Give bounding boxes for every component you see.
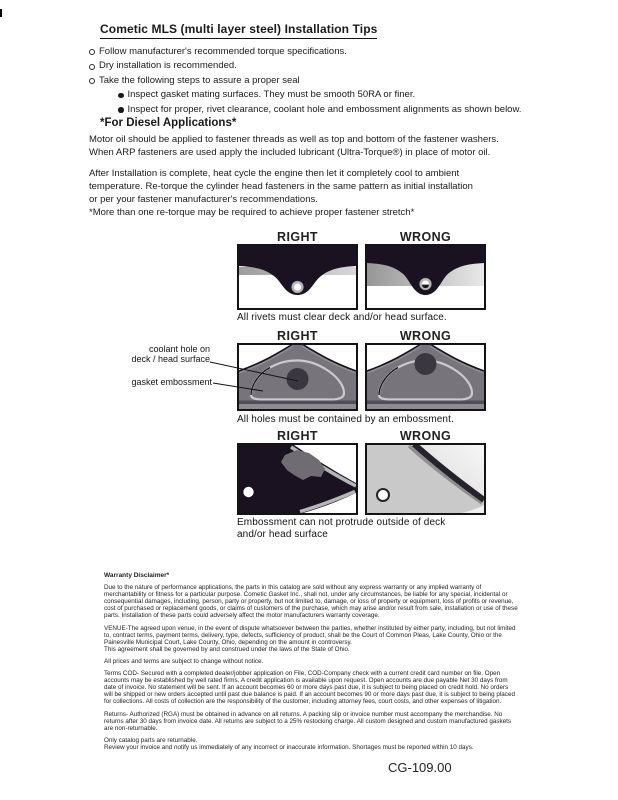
protrusion-right-graphic [239, 445, 356, 513]
legal-paragraph: Review your invoice and notify us immediately of any incorrect or inaccurate information. Shortages must be reported within 10 days. [104, 743, 474, 751]
coolant-hole [415, 353, 437, 375]
wrong-label: WRONG [399, 230, 452, 244]
paragraph-line: temperature. Re-torque the cylinder head fasteners in the same pattern as initial installation [89, 181, 473, 193]
list-item-text: Inspect for proper, rivet clearance, coolant hole and embossment alignments as shown below. [127, 103, 522, 115]
leader-lines [130, 340, 380, 400]
rivet-icon [292, 281, 304, 293]
list-subitem [118, 88, 521, 102]
paragraph-line: *More than one re-torque may be required to achieve proper fastener stretch* [89, 207, 415, 218]
legal-paragraph: Due to the nature of performance applications, the parts in this catalog are sold without any express warranty or any implied warranty of merchantability or fitness for a particular purpose. Cometic Gasket Inc., shall not, under any circumstances, be liable for any special, incidental or consequential damages, including, person, party or property, but not limited to, damage, or loss of property or equipment, loss of profits or revenue, cost of purchased or replacement goods, or claims of customers of the purchase, which may arise and/or result from sale, installation or use of these parts. Installation of these parts could adversely affect the motor manufacturers warranty coverage. [104, 584, 518, 620]
diagram-protrusion-right-panel [237, 443, 358, 515]
wrong-label: WRONG [399, 329, 452, 343]
filled-bullet-icon [118, 107, 124, 113]
hole-wrong-graphic [367, 345, 484, 409]
bolt-hole [243, 487, 253, 497]
legal-paragraph: Only catalog parts are returnable. [104, 736, 198, 744]
paragraph-line: or per your fastener manufacturer's recommendations. [89, 194, 318, 206]
legal-heading: Warranty Disclaimer* [104, 572, 170, 579]
legal-paragraph: VENUE-The agreed upon venue, in the event of dispute whatsoever between the parties, whether instituted by either party, including, but not limited to, contract terms, payment terms, delivery, type, defects, sufficiency of product, shall be the Court of Common Pleas, Lake County, Ohio or the Painesville Municipal Court, Lake County, Ohio, depending on the amount in controversy. [104, 624, 516, 646]
open-bullet-icon [89, 78, 95, 84]
filled-bullet-icon [118, 93, 124, 99]
rivet-wrong-graphic [367, 246, 484, 308]
right-label: RIGHT [277, 329, 318, 343]
annotation-line: coolant hole on [148, 344, 210, 354]
diesel-applications-heading: *For Diesel Applications* [100, 117, 237, 129]
wrong-label: WRONG [399, 429, 452, 443]
diagram-hole-wrong-panel [365, 343, 486, 411]
page-title: Cometic MLS (multi layer steel) Installation Tips [100, 22, 377, 39]
open-bullet-icon [89, 49, 95, 55]
rivet-right-graphic [239, 246, 356, 308]
right-label: RIGHT [277, 429, 318, 443]
installation-tips-list [89, 45, 521, 117]
list-item-text: Dry installation is recommended. [99, 60, 237, 72]
bolt-hole [377, 489, 389, 501]
list-item-text: Take the following steps to assure a proper seal [99, 74, 300, 86]
legal-paragraph: Returns- Authorized (RGA) must be obtained in advance on all returns. A packing slip or invoice number must accompany the merchandise. No returns after 30 days from invoice date. All returns are subject to a 25% restocking charge. All custom designed and custom manufactured gaskets are non-returnable. [104, 710, 512, 732]
rivet-icon [420, 278, 432, 290]
diagram-rivet-wrong-panel [365, 244, 486, 310]
hole-caption: All holes must be contained by an embossment. [237, 414, 454, 425]
list-item-text: Follow manufacturer's recommended torque specifications. [99, 46, 347, 57]
diagram-rivet-right-panel [237, 244, 358, 310]
list-item-text: Inspect gasket mating surfaces. They must be smooth 50RA or finer. [127, 89, 416, 101]
paragraph-line: After Installation is complete, heat cycle the engine then let it completely cool to ambient [89, 168, 460, 179]
legal-disclaimer [104, 572, 518, 751]
list-item [89, 45, 521, 59]
annotation-line: deck / head surface [131, 354, 210, 364]
diesel-paragraph-1 [89, 133, 499, 159]
right-label: RIGHT [277, 230, 318, 244]
diagram-protrusion-wrong-panel [365, 443, 486, 515]
protrusion-wrong-graphic [367, 445, 484, 513]
diesel-paragraph-2 [89, 167, 473, 207]
diesel-paragraph-3 [89, 206, 414, 219]
rivet-caption: All rivets must clear deck and/or head surface. [237, 312, 447, 323]
legal-paragraph: This agreement shall be governed by and construed under the laws of the State of Ohio. [104, 645, 350, 653]
list-item [89, 74, 521, 88]
legal-paragraph: Terms COD- Secured with a completed dealer/jobber application on File, COD-Company check with a current credit card number on file. Open accounts may be established by well rated firms. A credit application is available upon request. Open accounts are due payable Net 30 days from date of invoice. No statement will be sent. If an account becomes 60 or more days past due, it is subject to being placed on credit hold. No orders will be shipped or new orders accepted until past due balance is paid. If an account becomes 90 or more days past due, it is subject to being placed for collections. All costs of collection are the responsibility of the customer, including attorney fees, court costs, and other expenses of litigation. [104, 670, 515, 706]
legal-paragraph: All prices and terms are subject to change without notice. [104, 657, 264, 665]
paragraph-line: When ARP fasteners are used apply the included lubricant (Ultra-Torque®) in place of motor oil. [89, 147, 491, 159]
open-bullet-icon [89, 64, 95, 70]
annotation-embossment-label: gasket embossment [131, 377, 212, 387]
scan-edge-mark [0, 9, 2, 17]
protrusion-caption: Embossment can not protrude outside of deck and/or head surface [237, 517, 446, 540]
list-subitem [118, 103, 521, 117]
page-number: CG-109.00 [388, 760, 452, 775]
list-item [89, 59, 521, 73]
paragraph-line: Motor oil should be applied to fastener threads as well as top and bottom of the fastener washers. [89, 134, 499, 145]
